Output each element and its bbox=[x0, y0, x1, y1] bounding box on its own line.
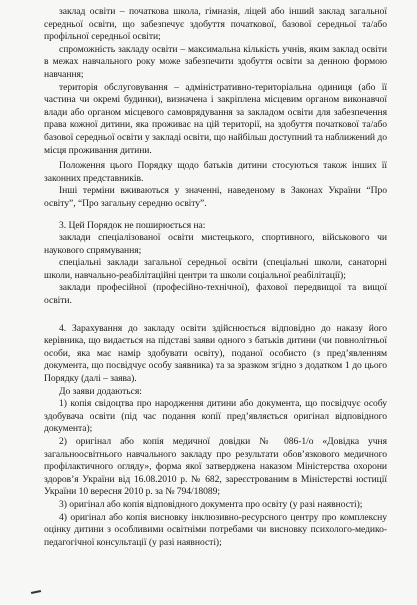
definition-capacity: спроможність закладу освіти – максимальна кількість учнів, яким заклад освіти в межах навчального року може забезпечити здобуття освіти за денною формою навчання; bbox=[44, 43, 387, 80]
section-4-item: 4) оригінал або копія висновку інклюзивно-ресурсного центру про комплексну оцінку дитини з особливими освітніми потребами чи висновку психолого-медико-педагогічної консультації (у разі наявності); bbox=[44, 511, 387, 548]
pen-mark bbox=[31, 590, 41, 594]
section-4-text: 4. Зарахування до закладу освіти здійснюється відповідно до наказу його керівника, що видається на підставі заяви одного з батьків дитини (чи повнолітньої особи, яка має намір здобувати освіту), поданої особисто (з пред’явленням документа, що посвідчує особу заявника) та за зразком згідно з додатком 1 до цього Порядку (далі – заява). bbox=[44, 322, 387, 385]
section-4-list bbox=[44, 398, 387, 549]
paragraph-terms: Інші терміни вживаються у значенні, наведеному в Законах України “Про освіту”, “Про загальну середню освіту”. bbox=[44, 185, 387, 209]
definition-school: заклад освіти – початкова школа, гімназія, ліцей або інший заклад загальної середньої освіти, що забезпечує здобуття початкової, базової середньої та/або профільної середньої освіти; bbox=[44, 6, 387, 43]
section-4-item: 2) оригінал або копія медичної довідки № 086-1/о «Довідка учня загальноосвітнього навчального закладу про результати обов’язкового медичного профілактичного огляду», форма якої затверджена наказом Міністерства охорони здоров’я України від 16.08.2010 р. № 682, зареєстрованим в Міністерстві юстиції України 10 вересня 2010 р. за № 794/18089; bbox=[44, 436, 387, 498]
section-4-item: 3) оригінал або копія відповідного документа про освіту (у разі наявності); bbox=[59, 498, 363, 510]
section-4-intro: До заяви додаються: bbox=[59, 385, 142, 397]
section-3-item: заклади спеціалізованої освіти мистецького, спортивного, військового чи наукового спрямування; bbox=[44, 232, 387, 256]
paragraph-parents: Положення цього Порядку щодо батьків дитини стосуються також інших її законних представників. bbox=[44, 160, 387, 184]
section-3-item: заклади професійної (професійно-технічної), фахової передвищої та вищої освіти. bbox=[44, 282, 387, 307]
section-3-heading: 3. Цей Порядок не поширюється на: bbox=[59, 219, 206, 231]
definition-service-area: територія обслуговування – адміністративно-територіальна одиниця (або її частина чи окремі будинки), визначена і закріплена місцевим органом виконавчої влади або органом місцевого самоврядування за закладом освіти для забезпечення права кожної дитини, яка проживає на цій території, на здобуття початкової та/або базової середньої освіти у закладі освіти, що найбільш доступний та наближений до місця проживання дитини. bbox=[44, 81, 387, 156]
section-4-item: 1) копія свідоцтва про народження дитини або документа, що посвідчує особу здобувача освіти (під час подання копії пред’являється оригінал відповідного документа); bbox=[44, 398, 387, 435]
section-3-list bbox=[44, 232, 387, 308]
section-3-item: спеціальні заклади загальної середньої освіти (спеціальні школи, санаторні школи, навчально-реабілітаційні центри та школи соціальної реабілітації); bbox=[44, 257, 387, 281]
definitions-list bbox=[44, 6, 387, 157]
